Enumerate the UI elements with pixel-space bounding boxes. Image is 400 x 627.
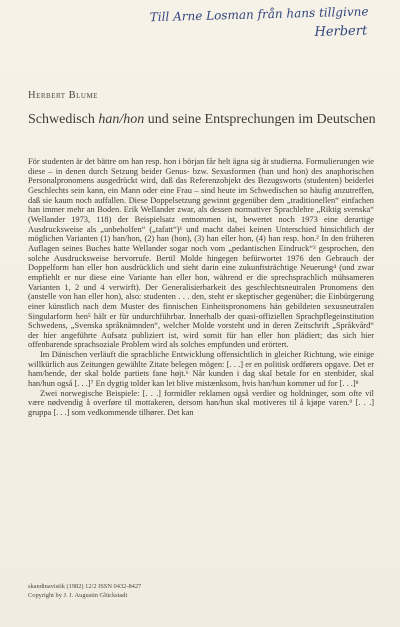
- journal-citation: skandinavistik (1982) 12/2 ISSN 0432-8427: [28, 583, 142, 590]
- paragraph-2: Im Dänischen verläuft die sprachliche Entwicklung offensichtlich in gleicher Richtung, wie einige willkürlich aus Zeitungen gewählte Zitate belegen mögen: [. . .] er en politisk ordførers opgave. Det er ham/hende, der skal holde partiets fane højt.⁶ Når kunden i dag skal betale for en stenbider, skal han/hun også [. . .]⁷ En dygtig tolder kan let blive mistænksom, hvis han/hun kommer ud for [. . .]⁸: [28, 350, 374, 389]
- title-pre: Schwedisch: [28, 112, 99, 127]
- paragraph-1: För studenten är det bättre om han resp. hon i början får helt ägna sig åt studierna. Formulierungen wie diese – in denen durch Setzung beider Genus- bzw. Sexusformen (han und hon) des anaphorischen Personalpronomens ausgedrückt wird, daß das Referenzobjekt des Bezugsworts (studenten) beiderlei Geschlechts sein kann, ein Mann oder eine Frau – sind heute im Schwedischen so häufig anzutreffen, daß sie kaum noch auffallen. Diese Doppelsetzung gewinnt gegenüber dem „traditionellen“ einfachen han immer mehr an Boden. Erik Wellander zwar, als dessen normativer Sprachlehre „Riktig svenska“ (Wellander 1973, 118) der Beispielsatz entnommen ist, bewertet noch 1973 eine derartige Ausdrucksweise als „unbeholfen“ („tafatt“)¹ und macht dabei keinen Unterschied hinsichtlich der möglichen Varianten (1) han/hon, (2) han (hon), (3) han eller hon, (4) han resp. hon.² In den früheren Auflagen seines Buches hatte Wellander sogar noch vom „pedantischen Eindruck“³ gesprochen, den solche Ausdrucksweise hervorrufe. Bertil Molde hingegen befürwortet 1976 den Gebrauch der Doppelform han eller hon ausdrücklich und sieht darin eine zukunftsträchtige Neuerung⁴ (und zwar empfiehlt er nur diese eine Variante han eller hon, während er die sprechsprachlich mühsameren Varianten 1, 2 und 4 verwirft). Der Generalisierbarkeit des geschlechtsneutralen Pronomens den (anstelle von han eller hon), also: studenten . . . den, steht er skeptischer gegenüber; die Einbürgerung einer künstlich nach dem Muster des finnischen Einheitspronomens hän gebildeten sexusneutralen Singularform hen⁵ hält er für undurchführbar. Innerhalb der quasi-offiziellen Sprachpflegeinstitution Schwedens, „Svenska språknämnden“, welcher Molde vorsteht und in deren Zeitschrift „Språkvård“ der hier angeführte Aufsatz publiziert ist, wird somit für han eller hon plädiert; das sich hier offenbarende sprachsoziale Problem wird als solches empfunden und erörtert.: [28, 157, 374, 350]
- dedication-signature: Herbert: [314, 23, 368, 40]
- title-post: und seine Entsprechungen im Deutschen: [144, 112, 376, 127]
- page-footer: [28, 583, 328, 600]
- paragraph-3: Zwei norwegische Beispiele: [. . .] formidler reklamen også verdier og holdninger, som ofte vil være nødvendig å overføre til mottakeren, dersom han/hun skal motiveres til å kjøpe varen.⁹ [. . .] gruppa [. . .] som vedkommende tilhører. Det kan: [28, 388, 374, 418]
- title-italic: han/hon: [98, 112, 145, 127]
- dedication-line: Till Arne Losman från hans tillgivne: [149, 4, 369, 25]
- author-name: Herbert Blume: [28, 90, 98, 101]
- article-body: [28, 157, 374, 418]
- handwritten-dedication: [150, 1, 396, 47]
- article-title: [28, 112, 378, 128]
- copyright-line: Copyright by J. J. Augustin Glückstadt: [28, 591, 128, 599]
